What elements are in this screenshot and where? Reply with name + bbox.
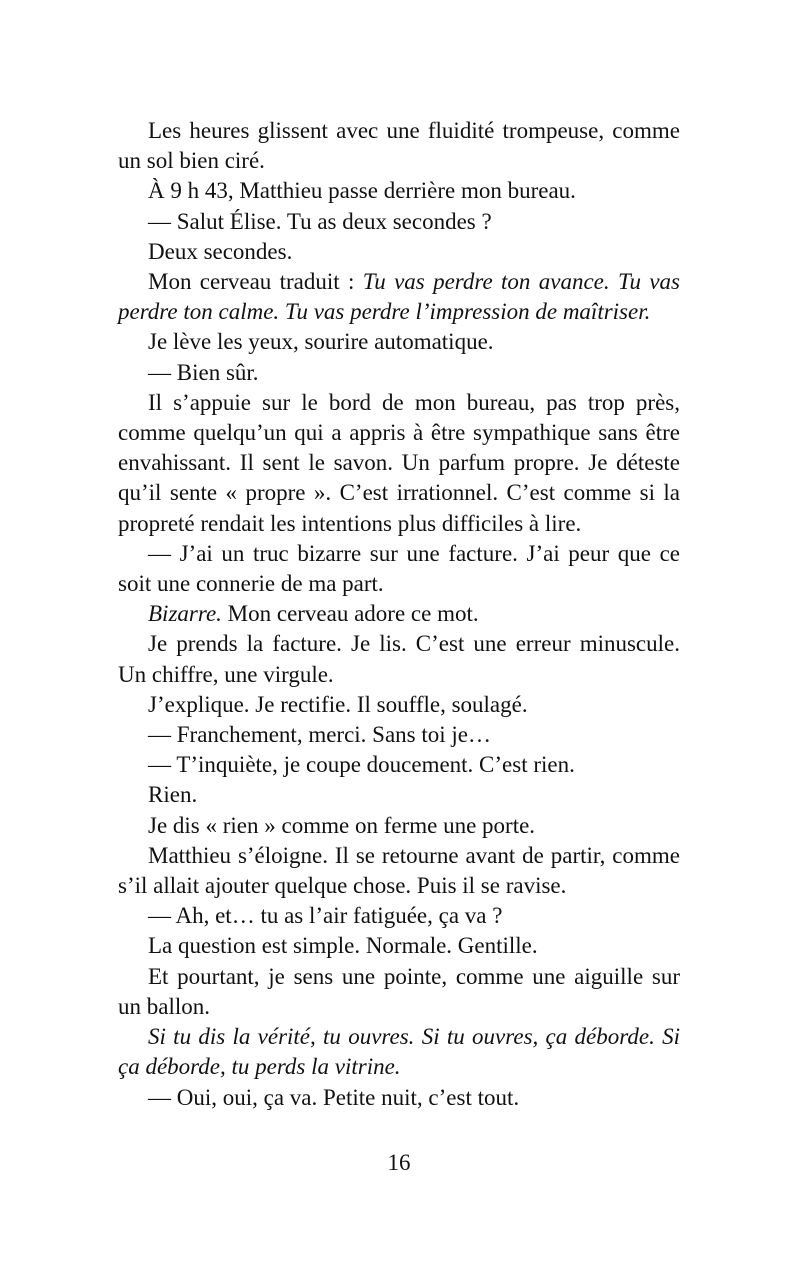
text-run: La question est simple. Normale. Gentille.	[148, 933, 538, 959]
text-run: — Ah, et… tu as l’air fatiguée, ça va ?	[148, 903, 503, 929]
paragraph	[118, 841, 680, 901]
paragraph	[118, 901, 680, 931]
body-text	[118, 116, 680, 1113]
paragraph	[118, 811, 680, 841]
paragraph	[118, 237, 680, 267]
text-run: Deux secondes.	[148, 238, 293, 264]
paragraph	[118, 207, 680, 237]
italic-text: Si tu dis la vérité, tu ouvres. Si tu ouvres, ça déborde. Si ça déborde, tu perds la vitrine.	[118, 1024, 680, 1080]
text-run: — T’inquiète, je coupe doucement. C’est rien.	[148, 752, 575, 778]
text-run: Je prends la facture. Je lis. C’est une erreur minuscule. Un chiffre, une virgule.	[118, 631, 680, 687]
paragraph	[118, 327, 680, 357]
paragraph	[118, 539, 680, 599]
text-run: Matthieu s’éloigne. Il se retourne avant de partir, comme s’il allait ajouter quelque chose. Puis il se ravise.	[118, 842, 680, 899]
paragraph	[118, 1083, 680, 1113]
paragraph	[118, 116, 680, 176]
text-run: Et pourtant, je sens une pointe, comme une aiguille sur un ballon.	[118, 963, 680, 1019]
text-run: Mon cerveau traduit :	[148, 269, 363, 295]
paragraph	[118, 1022, 680, 1082]
text-run: — J’ai un truc bizarre sur une facture. J’ai peur que ce soit une connerie de ma part.	[118, 540, 680, 597]
text-run: — Bien sûr.	[148, 359, 259, 385]
text-run: — Oui, oui, ça va. Petite nuit, c’est tout.	[148, 1084, 520, 1110]
text-run: Je dis « rien » comme on ferme une porte.	[148, 812, 536, 838]
paragraph	[118, 629, 680, 689]
italic-text: Bizarre.	[148, 601, 222, 627]
text-run: — Salut Élise. Tu as deux secondes ?	[148, 208, 492, 234]
text-run: Il s’appuie sur le bord de mon bureau, pas trop près, comme quelqu’un qui a appris à être sympathique sans être envahissant. Il sent le savon. Un parfum propre. Je déteste qu’il sente « propre ». C’est irrationnel. C’est comme si la propreté rendait les intentions plus difficiles à lire.	[118, 389, 680, 536]
text-run: J’explique. Je rectifie. Il souffle, soulagé.	[148, 691, 528, 717]
paragraph	[118, 176, 680, 206]
text-run: Mon cerveau adore ce mot.	[221, 601, 479, 627]
text-run: — Franchement, merci. Sans toi je…	[148, 722, 492, 748]
paragraph	[118, 750, 680, 780]
paragraph	[118, 962, 680, 1022]
paragraph	[118, 388, 680, 539]
text-run: Je lève les yeux, sourire automatique.	[148, 329, 494, 355]
paragraph	[118, 358, 680, 388]
paragraph	[118, 720, 680, 750]
paragraph	[118, 599, 680, 629]
text-run: À 9 h 43, Matthieu passe derrière mon bureau.	[148, 178, 576, 204]
italic-text: Tu vas perdre ton avance. Tu vas perdre ton calme. Tu vas perdre l’impression de maîtriser.	[118, 269, 680, 325]
paragraph	[118, 267, 680, 327]
text-run: Rien.	[148, 782, 198, 808]
paragraph	[118, 690, 680, 720]
text-run: Les heures glissent avec une fluidité trompeuse, comme un sol bien ciré.	[118, 118, 680, 174]
paragraph	[118, 931, 680, 961]
paragraph	[118, 780, 680, 810]
page-number: 16	[387, 1150, 411, 1175]
